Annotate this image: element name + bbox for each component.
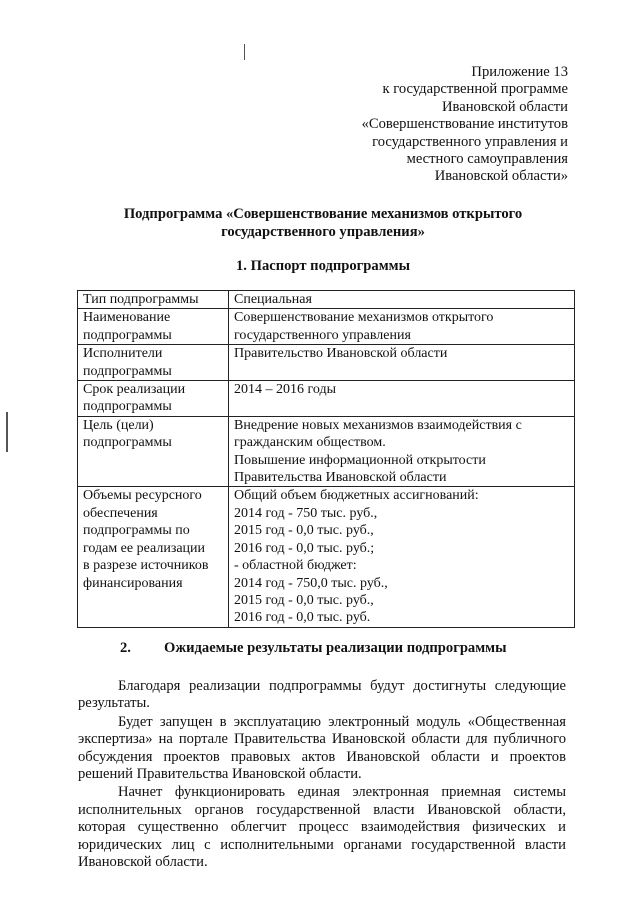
passport-label-cell	[78, 381, 229, 417]
passport-label-line: Исполнители	[83, 346, 163, 362]
passport-value-line: 2016 год - 0,0 тыс. руб.;	[234, 540, 375, 556]
passport-row	[78, 309, 575, 345]
passport-label-cell	[78, 291, 229, 309]
passport-label-cell	[78, 309, 229, 345]
passport-label-line: подпрограммы	[83, 399, 172, 415]
passport-label-line: обеспечения	[83, 505, 158, 521]
passport-value-cell	[229, 291, 575, 309]
passport-label-line: Срок реализации	[83, 382, 186, 398]
passport-value-line: государственного управления	[234, 327, 411, 343]
passport-value-line: Правительства Ивановской области	[234, 470, 447, 486]
passport-label-line: годам ее реализации	[83, 540, 206, 556]
appendix-line: Ивановской области»	[434, 168, 568, 185]
passport-value-line: 2015 год - 0,0 тыс. руб.,	[234, 592, 374, 608]
passport-label-line: подпрограммы	[83, 363, 172, 379]
passport-row	[78, 381, 575, 417]
passport-label-line: подпрограммы	[83, 435, 172, 451]
passport-label-line: Объемы ресурсного	[83, 488, 202, 504]
passport-value-line: 2014 год - 750,0 тыс. руб.,	[234, 575, 388, 591]
passport-value-line: Повышение информационной открытости	[234, 452, 486, 468]
results-text	[78, 678, 566, 872]
passport-value-line: Специальная	[234, 292, 312, 307]
passport-value-line: 2016 год - 0,0 тыс. руб.	[234, 610, 371, 626]
passport-value-cell	[229, 381, 575, 417]
passport-label-line: в разрезе источников	[83, 558, 209, 574]
passport-value-line: Общий объем бюджетных ассигнований:	[234, 488, 479, 504]
passport-table	[77, 290, 575, 628]
passport-label-line: подпрограммы по	[83, 523, 190, 539]
passport-label-line: подпрограммы	[83, 327, 172, 343]
passport-value-cell	[229, 309, 575, 345]
passport-label-cell	[78, 487, 229, 627]
passport-value-line: Правительство Ивановской области	[234, 346, 448, 362]
scan-mark-left	[6, 412, 8, 452]
passport-value-line: Внедрение новых механизмов взаимодействия с	[234, 417, 522, 433]
passport-value-cell	[229, 345, 575, 381]
passport-value-line: гражданским обществом.	[234, 435, 386, 451]
passport-value-line: 2015 год - 0,0 тыс. руб.,	[234, 523, 374, 539]
section-2-heading	[120, 640, 590, 657]
passport-row	[78, 345, 575, 381]
passport-value-line: - областной бюджет:	[234, 558, 357, 574]
passport-value-cell	[229, 487, 575, 627]
passport-row	[78, 416, 575, 487]
passport-label-line: Наименование	[83, 310, 171, 326]
subprogram-title	[70, 206, 576, 241]
paragraph: Будет запущен в эксплуатацию электронный модуль «Общественная экспертиза» на портале Правительства Ивановской области для публичного обсуждения проектов правовых актов Ивановской области и проектов решений Правительства Ивановской области.	[78, 713, 566, 783]
section-2-number: 2.	[120, 640, 131, 656]
paragraph: Начнет функционировать единая электронная приемная системы исполнительных органов государственной власти Ивановской области, которая существенно облегчит процесс взаимодействия физических и юридических лиц с исполнительными органами государственной власти Ивановской области.	[78, 784, 566, 871]
appendix-line: Ивановской области	[442, 98, 568, 115]
appendix-line: государственного управления и	[372, 133, 568, 150]
appendix-line: «Совершенствование институтов	[361, 116, 568, 133]
passport-row	[78, 487, 575, 627]
section-1-heading: 1. Паспорт подпрограммы	[236, 258, 410, 274]
passport-label-cell	[78, 416, 229, 487]
passport-label-cell	[78, 345, 229, 381]
appendix-line: местного самоуправления	[406, 151, 568, 168]
passport-value-line: Совершенствование механизмов открытого	[234, 310, 494, 326]
section-2-title: Ожидаемые результаты реализации подпрограммы	[164, 640, 507, 656]
appendix-line: к государственной программе	[382, 81, 568, 98]
title-line-2: государственного управления»	[221, 223, 425, 240]
passport-row	[78, 291, 575, 309]
scan-mark-top	[244, 44, 245, 60]
passport-value-line: 2014 год - 750 тыс. руб.,	[234, 505, 378, 521]
passport-label-line: Цель (цели)	[83, 417, 154, 433]
title-line-1: Подпрограмма «Совершенствование механизмов открытого	[123, 206, 523, 222]
passport-value-cell	[229, 416, 575, 487]
appendix-line: Приложение 13	[471, 64, 568, 80]
passport-value-line: 2014 – 2016 годы	[234, 382, 337, 398]
passport-label-line: финансирования	[83, 575, 183, 591]
appendix-block	[300, 64, 568, 186]
passport-label-line: Тип подпрограммы	[83, 292, 199, 307]
paragraph: Благодаря реализации подпрограммы будут достигнуты следующие результаты.	[78, 678, 566, 712]
